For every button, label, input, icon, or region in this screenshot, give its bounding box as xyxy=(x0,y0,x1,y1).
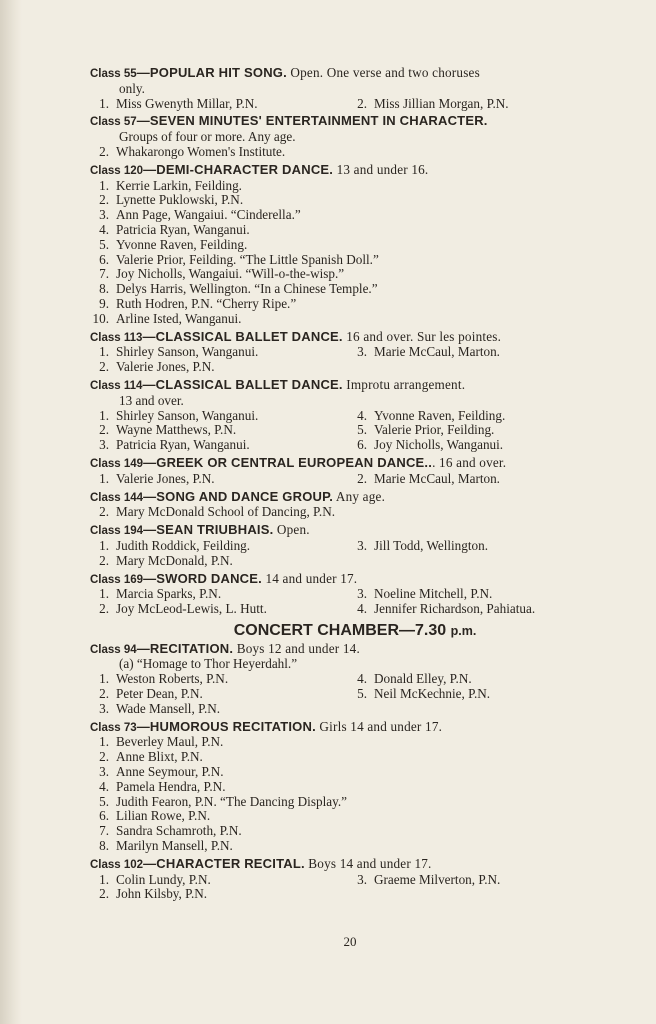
placing-entry xyxy=(90,438,348,453)
placing-number: 2. xyxy=(99,552,109,568)
placing-name: Shirley Sanson, Wanganui. xyxy=(116,344,259,360)
placing-number: 7. xyxy=(99,266,109,282)
placing-entry xyxy=(90,282,610,297)
placing-name: Noeline Mitchell, P.N. xyxy=(374,586,493,602)
placing-entry xyxy=(90,238,610,253)
placing-name: Neil McKechnie, P.N. xyxy=(374,686,491,702)
placing-entry xyxy=(90,735,610,750)
placing-name: Patricia Ryan, Wanganui. xyxy=(116,437,250,453)
placing-number: 3. xyxy=(357,871,367,887)
placing-name: Kerrie Larkin, Feilding. xyxy=(116,177,242,193)
placings-list xyxy=(90,505,610,520)
placing-number: 8. xyxy=(99,281,109,297)
placing-name: Joy McLeod-Lewis, L. Hutt. xyxy=(116,601,267,617)
class-heading xyxy=(90,163,610,179)
placing-number xyxy=(348,887,374,902)
placing-name: Pamela Hendra, P.N. xyxy=(116,778,226,794)
class-number: Class 113 xyxy=(90,331,143,344)
class-number: Class 120 xyxy=(90,164,144,177)
placing-name: Marilyn Mansell, P.N. xyxy=(116,838,233,854)
section-heading xyxy=(90,621,610,639)
class-description-continued: 13 and over. xyxy=(119,392,184,408)
placing-entry xyxy=(348,687,610,702)
placing-entry xyxy=(90,873,348,888)
placing-number: 3. xyxy=(99,207,109,223)
class-entry xyxy=(90,114,610,159)
placing-name: Whakarongo Women's Institute. xyxy=(116,143,286,159)
placing-entry xyxy=(90,765,610,780)
placing-number: 5. xyxy=(99,793,109,809)
placing-entry xyxy=(348,702,610,717)
placing-number: 3. xyxy=(357,344,367,360)
placing-number: 2. xyxy=(99,749,109,765)
placing-number: 2. xyxy=(99,192,109,208)
placing-name: Joy Nicholls, Wanganui. xyxy=(374,437,504,453)
class-list-b xyxy=(90,642,610,903)
class-description: Boys 14 and under 17. xyxy=(304,855,432,871)
placings-list xyxy=(90,539,610,569)
class-entry xyxy=(90,66,610,111)
placing-name: Yvonne Raven, Feilding. xyxy=(374,407,506,423)
placing-entry xyxy=(90,750,610,765)
placing-name: Anne Seymour, P.N. xyxy=(116,764,224,780)
placing-name: Anne Blixt, P.N. xyxy=(116,749,203,765)
placing-entry xyxy=(90,360,348,375)
placing-number: 3. xyxy=(99,700,109,716)
placing-entry xyxy=(90,97,348,112)
placing-name: Wade Mansell, P.N. xyxy=(116,700,221,716)
placing-name: Valerie Jones, P.N. xyxy=(116,359,215,375)
class-heading xyxy=(90,378,610,394)
placing-number: 1. xyxy=(99,871,109,887)
class-entry xyxy=(90,490,610,521)
placing-entry xyxy=(348,587,610,602)
placing-number: 6. xyxy=(99,808,109,824)
placing-number: 7. xyxy=(99,823,109,839)
placing-entry xyxy=(90,795,610,810)
placing-number: 5. xyxy=(357,422,367,438)
class-entry xyxy=(90,572,610,617)
placing-number: 8. xyxy=(99,838,109,854)
placing-entry xyxy=(90,824,610,839)
placing-number: 3. xyxy=(357,537,367,553)
placing-name: Peter Dean, P.N. xyxy=(116,686,203,702)
class-heading xyxy=(90,857,610,873)
class-entry xyxy=(90,378,610,453)
placing-name: Arline Isted, Wanganui. xyxy=(116,310,242,326)
placing-number: 1. xyxy=(99,344,109,360)
class-heading xyxy=(90,66,610,82)
placing-entry xyxy=(348,409,610,424)
placing-number: 4. xyxy=(357,671,367,687)
placing-name: Weston Roberts, P.N. xyxy=(116,671,229,687)
class-heading xyxy=(90,114,610,130)
placing-name: Valerie Jones, P.N. xyxy=(116,470,215,486)
placing-name: Marie McCaul, Marton. xyxy=(374,344,500,360)
class-entry xyxy=(90,330,610,375)
placing-name: Miss Gwenyth Millar, P.N. xyxy=(116,95,258,111)
placing-number: 2. xyxy=(99,359,109,375)
placing-number: 2. xyxy=(357,95,367,111)
placing-name: Sandra Schamroth, P.N. xyxy=(116,823,242,839)
placings-list xyxy=(90,873,610,903)
class-title: —CLASSICAL BALLET DANCE. xyxy=(142,376,343,392)
placing-number xyxy=(348,360,374,375)
class-heading xyxy=(90,572,610,588)
placing-entry xyxy=(90,179,610,194)
section-title: CONCERT CHAMBER—7.30 xyxy=(233,621,451,639)
class-title: —SONG AND DANCE GROUP. xyxy=(143,488,334,504)
placing-entry xyxy=(348,423,610,438)
placing-number: 1. xyxy=(99,537,109,553)
placing-number: 2. xyxy=(357,470,367,486)
class-entry xyxy=(90,720,610,854)
placing-name: Wayne Matthews, P.N. xyxy=(116,422,237,438)
placing-entry xyxy=(348,97,610,112)
placing-number: 2. xyxy=(99,601,109,617)
placing-entry xyxy=(90,312,610,327)
placing-name: Patricia Ryan, Wanganui. xyxy=(116,221,250,237)
placing-entry xyxy=(90,839,610,854)
class-heading xyxy=(90,720,610,736)
placing-number: 3. xyxy=(99,437,109,453)
program-page xyxy=(90,66,610,902)
class-number: Class 144 xyxy=(90,491,144,504)
placing-name: Ruth Hodren, P.N. “Cherry Ripe.” xyxy=(116,295,297,311)
placing-name: Judith Roddick, Feilding. xyxy=(116,537,251,553)
class-number: Class 55 xyxy=(90,68,137,80)
placing-entry xyxy=(90,208,610,223)
placing-entry xyxy=(90,780,610,795)
placing-name: Beverley Maul, P.N. xyxy=(116,734,224,750)
class-entry xyxy=(90,523,610,568)
placing-number: 2. xyxy=(99,686,109,702)
class-list-a xyxy=(90,66,610,617)
placing-name: Marie McCaul, Marton. xyxy=(374,470,500,486)
placing-entry xyxy=(90,267,610,282)
class-heading xyxy=(90,523,610,539)
placing-name: John Kilsby, P.N. xyxy=(116,886,208,902)
placings-list xyxy=(90,735,610,853)
placing-number: 1. xyxy=(99,95,109,111)
placing-number: 9. xyxy=(99,295,109,311)
class-title: —POPULAR HIT SONG. xyxy=(136,65,287,80)
placing-entry xyxy=(90,505,610,520)
placing-entry xyxy=(90,887,348,902)
placing-number: 4. xyxy=(99,221,109,237)
placings-list xyxy=(90,345,610,375)
placing-entry xyxy=(348,539,610,554)
placing-number: 2. xyxy=(99,143,109,159)
placing-name: Yvonne Raven, Feilding. xyxy=(116,236,248,252)
placing-name: Delys Harris, Wellington. “In a Chinese Temple.” xyxy=(116,281,378,297)
placing-entry xyxy=(348,887,610,902)
placing-entry xyxy=(90,702,348,717)
placing-number: 5. xyxy=(357,686,367,702)
placing-number: 1. xyxy=(99,671,109,687)
placing-name: Lynette Puklowski, P.N. xyxy=(116,192,244,208)
placing-name: Lilian Rowe, P.N. xyxy=(116,808,211,824)
placing-number: 10. xyxy=(92,310,109,326)
placing-number: 1. xyxy=(99,586,109,602)
class-title: —SEVEN MINUTES' ENTERTAINMENT IN CHARACTER. xyxy=(136,113,488,129)
placing-entry xyxy=(348,438,610,453)
section-time-suffix: p.m. xyxy=(450,623,477,638)
class-description: Improtu arrangement. xyxy=(342,376,466,392)
placing-number: 6. xyxy=(357,437,367,453)
placing-entry xyxy=(90,809,610,824)
placing-entry xyxy=(348,672,610,687)
placings-list xyxy=(90,672,610,716)
class-number: Class 94 xyxy=(90,643,137,656)
placing-number: 2. xyxy=(99,886,109,902)
placing-name: Donald Elley, P.N. xyxy=(374,671,472,687)
placing-number: 4. xyxy=(99,778,109,794)
placing-number xyxy=(348,702,374,717)
placing-number: 4. xyxy=(357,407,367,423)
placing-entry xyxy=(90,554,348,569)
placing-name: Valerie Prior, Feilding. “The Little Spanish Doll.” xyxy=(116,251,379,267)
placing-name: Shirley Sanson, Wanganui. xyxy=(116,407,259,423)
class-number: Class 149 xyxy=(90,457,144,470)
class-description-continued: Groups of four or more. Any age. xyxy=(119,129,296,145)
placing-entry xyxy=(90,223,610,238)
placing-entry xyxy=(348,873,610,888)
placing-number: 3. xyxy=(99,764,109,780)
class-title: —SEAN TRIUBHAIS. xyxy=(143,522,274,538)
placing-number: 2. xyxy=(99,504,109,520)
placing-entry xyxy=(90,145,610,160)
class-description-continued: (a) “Homage to Thor Heyerdahl.” xyxy=(119,656,298,672)
placing-number: 4. xyxy=(357,601,367,617)
class-number: Class 73 xyxy=(90,721,137,734)
class-title: —GREEK OR CENTRAL EUROPEAN DANCE.. xyxy=(143,454,433,470)
class-number: Class 57 xyxy=(90,116,137,129)
placing-entry xyxy=(90,345,348,360)
placing-name: Judith Fearon, P.N. “The Dancing Display.” xyxy=(116,793,347,809)
class-description: 16 and over. Sur les pointes. xyxy=(342,328,502,344)
placing-number xyxy=(348,554,374,569)
placing-number: 5. xyxy=(99,236,109,252)
class-description: Open. xyxy=(273,522,310,538)
class-description-continued: only. xyxy=(119,80,145,96)
class-number: Class 169 xyxy=(90,573,144,586)
placing-number: 1. xyxy=(99,470,109,486)
placing-number: 2. xyxy=(99,422,109,438)
class-description: 13 and under 16. xyxy=(333,161,429,177)
class-entry xyxy=(90,163,610,327)
page-binding-shadow xyxy=(0,0,22,1024)
class-title: —CLASSICAL BALLET DANCE. xyxy=(142,328,343,344)
class-number: Class 114 xyxy=(90,379,143,392)
placings-list xyxy=(90,179,610,327)
placing-name: Mary McDonald, P.N. xyxy=(116,552,233,568)
placing-name: Jennifer Richardson, Pahiatua. xyxy=(374,601,536,617)
placing-entry xyxy=(90,602,348,617)
placing-entry xyxy=(90,587,348,602)
placing-name: Colin Lundy, P.N. xyxy=(116,871,211,887)
placing-name: Valerie Prior, Feilding. xyxy=(374,422,495,438)
placing-name: Jill Todd, Wellington. xyxy=(374,537,489,553)
placing-number: 1. xyxy=(99,734,109,750)
placing-entry xyxy=(348,602,610,617)
placing-name: Joy Nicholls, Wangaiui. “Will-o-the-wisp.” xyxy=(116,266,345,282)
placings-list xyxy=(90,587,610,617)
placing-name: Ann Page, Wangaiui. “Cinderella.” xyxy=(116,207,301,223)
page-number: 20 xyxy=(343,934,357,949)
placing-entry xyxy=(348,345,610,360)
placing-entry xyxy=(90,423,348,438)
class-heading xyxy=(90,490,610,506)
class-description: . 16 and over. xyxy=(432,454,507,470)
placing-name: Marcia Sparks, P.N. xyxy=(116,586,222,602)
class-entry xyxy=(90,642,610,717)
placing-entry xyxy=(90,253,610,268)
class-title: —CHARACTER RECITAL. xyxy=(143,855,305,871)
placings-list xyxy=(90,97,610,112)
class-title: —RECITATION. xyxy=(136,640,234,656)
placing-entry xyxy=(90,687,348,702)
placing-entry xyxy=(90,672,348,687)
placing-entry xyxy=(90,539,348,554)
placings-list xyxy=(90,472,610,487)
placing-entry xyxy=(90,409,348,424)
placings-list xyxy=(90,145,610,160)
placing-number: 1. xyxy=(99,407,109,423)
placing-name: Graeme Milverton, P.N. xyxy=(374,871,501,887)
class-description: Boys 12 and under 14. xyxy=(233,640,360,656)
class-description: Girls 14 and under 17. xyxy=(315,718,443,734)
placing-entry xyxy=(90,193,610,208)
placing-number: 3. xyxy=(357,586,367,602)
class-title: —HUMOROUS RECITATION. xyxy=(136,718,316,734)
class-description: 14 and under 17. xyxy=(261,570,358,586)
placing-number: 1. xyxy=(99,177,109,193)
placing-entry xyxy=(348,472,610,487)
placing-entry xyxy=(90,297,610,312)
placing-entry xyxy=(348,360,610,375)
placing-entry xyxy=(90,472,348,487)
placings-list xyxy=(90,409,610,453)
class-title: —SWORD DANCE. xyxy=(143,570,262,586)
class-entry xyxy=(90,857,610,902)
class-description: Any age. xyxy=(333,488,386,504)
class-heading xyxy=(90,330,610,346)
class-title: —DEMI-CHARACTER DANCE. xyxy=(143,161,334,177)
class-description: Open. One verse and two choruses xyxy=(286,65,480,80)
placing-name: Miss Jillian Morgan, P.N. xyxy=(374,95,509,111)
placing-number: 6. xyxy=(99,251,109,267)
class-number: Class 194 xyxy=(90,525,144,538)
class-entry xyxy=(90,456,610,487)
placing-entry xyxy=(348,554,610,569)
class-heading xyxy=(90,642,610,658)
class-number: Class 102 xyxy=(90,858,144,871)
placing-name: Mary McDonald School of Dancing, P.N. xyxy=(116,504,336,520)
class-heading xyxy=(90,456,610,472)
